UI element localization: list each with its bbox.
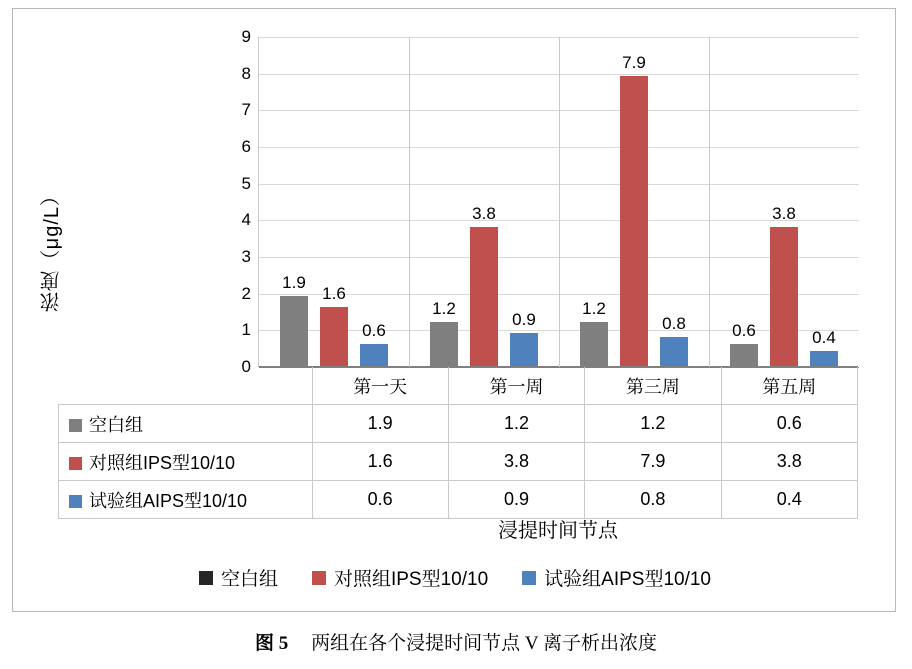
y-tick-label: 8 — [241, 63, 251, 83]
y-tick-label: 4 — [241, 210, 251, 230]
y-tick-label: 9 — [241, 27, 251, 46]
bar — [580, 299, 608, 366]
data-table — [58, 367, 858, 519]
bar-group — [559, 36, 709, 366]
legend-color-swatch-icon — [199, 571, 213, 585]
bar — [660, 313, 688, 366]
data-cell: 3.8 — [448, 443, 584, 481]
data-cell: 0.9 — [448, 481, 584, 519]
y-tick-label: 5 — [241, 173, 251, 193]
legend-label: 对照组IPS型10/10 — [333, 569, 489, 590]
bar — [470, 203, 498, 366]
series-name-label: 试验组AIPS型10/10 — [89, 490, 248, 511]
bar-value-label: 0.6 — [362, 321, 386, 340]
bar-value-label: 1.6 — [322, 284, 346, 304]
data-cell: 1.2 — [585, 405, 721, 443]
bar-value-label: 0.4 — [812, 328, 836, 348]
plot-wrap — [241, 27, 858, 376]
legend-item — [312, 564, 488, 591]
data-cell: 3.8 — [721, 443, 857, 481]
data-cell: 1.9 — [312, 405, 448, 443]
y-tick-label: 1 — [241, 320, 251, 340]
series-color-swatch-icon — [69, 457, 82, 470]
chart-legend — [13, 564, 897, 591]
bar-value-label: 1.2 — [432, 299, 456, 318]
bar-value-label: 3.8 — [772, 203, 796, 223]
table-row — [59, 443, 858, 481]
table-row — [59, 481, 858, 519]
x-axis-title — [258, 514, 858, 543]
legend-item — [199, 564, 278, 591]
x-axis-title-label: 浸提时间节点 — [498, 520, 618, 542]
bar-group — [409, 36, 559, 366]
series-name-cell — [59, 481, 313, 519]
bar — [360, 321, 388, 366]
bar — [280, 273, 308, 366]
bar-value-label: 0.9 — [512, 310, 536, 329]
bar-value-label: 1.2 — [582, 299, 606, 318]
table-row — [59, 405, 858, 443]
series-color-swatch-icon — [69, 495, 82, 508]
bar-value-label: 0.8 — [662, 313, 686, 333]
figure-caption — [0, 628, 912, 655]
legend-label: 试验组AIPS型10/10 — [544, 569, 712, 590]
bar-value-label: 7.9 — [622, 53, 646, 73]
y-tick-label: 2 — [241, 283, 251, 303]
bar — [430, 299, 458, 366]
bar-value-label: 3.8 — [472, 203, 496, 223]
bar — [620, 53, 648, 366]
chart-frame — [12, 8, 896, 612]
figure-caption-text: 两组在各个浸提时间节点 V 离子析出浓度 — [311, 633, 657, 654]
data-cell: 0.6 — [721, 405, 857, 443]
category-header-cell: 第一天 — [312, 367, 448, 405]
table-corner-cell — [59, 367, 313, 405]
bar-group — [259, 36, 409, 366]
table-row — [59, 367, 858, 405]
data-cell: 7.9 — [585, 443, 721, 481]
data-cell: 0.6 — [312, 481, 448, 519]
series-name-label: 空白组 — [89, 414, 143, 435]
series-color-swatch-icon — [69, 419, 82, 432]
data-cell: 0.4 — [721, 481, 857, 519]
series-name-cell — [59, 443, 313, 481]
category-header-cell: 第三周 — [585, 367, 721, 405]
bar — [730, 321, 758, 366]
legend-item — [522, 564, 711, 591]
y-tick-label: 6 — [241, 137, 251, 156]
y-tick-label: 7 — [241, 100, 251, 120]
bar-group — [709, 36, 859, 366]
bar — [770, 203, 798, 366]
y-axis-title — [31, 149, 71, 349]
bar — [320, 284, 348, 366]
bar — [510, 310, 538, 366]
y-tick-label: 3 — [241, 247, 251, 266]
legend-label: 空白组 — [220, 569, 278, 590]
bar-value-label: 0.6 — [732, 321, 756, 340]
bar-value-label: 1.9 — [282, 273, 306, 293]
y-tick-label: 0 — [241, 357, 251, 376]
series-name-label: 对照组IPS型10/10 — [89, 452, 236, 473]
legend-color-swatch-icon — [522, 571, 536, 585]
legend-color-swatch-icon — [312, 571, 326, 585]
category-header-cell: 第一周 — [448, 367, 584, 405]
data-cell: 1.2 — [448, 405, 584, 443]
plot-area — [241, 27, 858, 376]
series-name-cell — [59, 405, 313, 443]
bar — [810, 328, 838, 366]
data-cell: 0.8 — [585, 481, 721, 519]
y-axis-title-label: 浓度（μg/L） — [40, 185, 63, 313]
figure-number: 图 5 — [255, 633, 289, 654]
data-cell: 1.6 — [312, 443, 448, 481]
category-header-cell: 第五周 — [721, 367, 857, 405]
